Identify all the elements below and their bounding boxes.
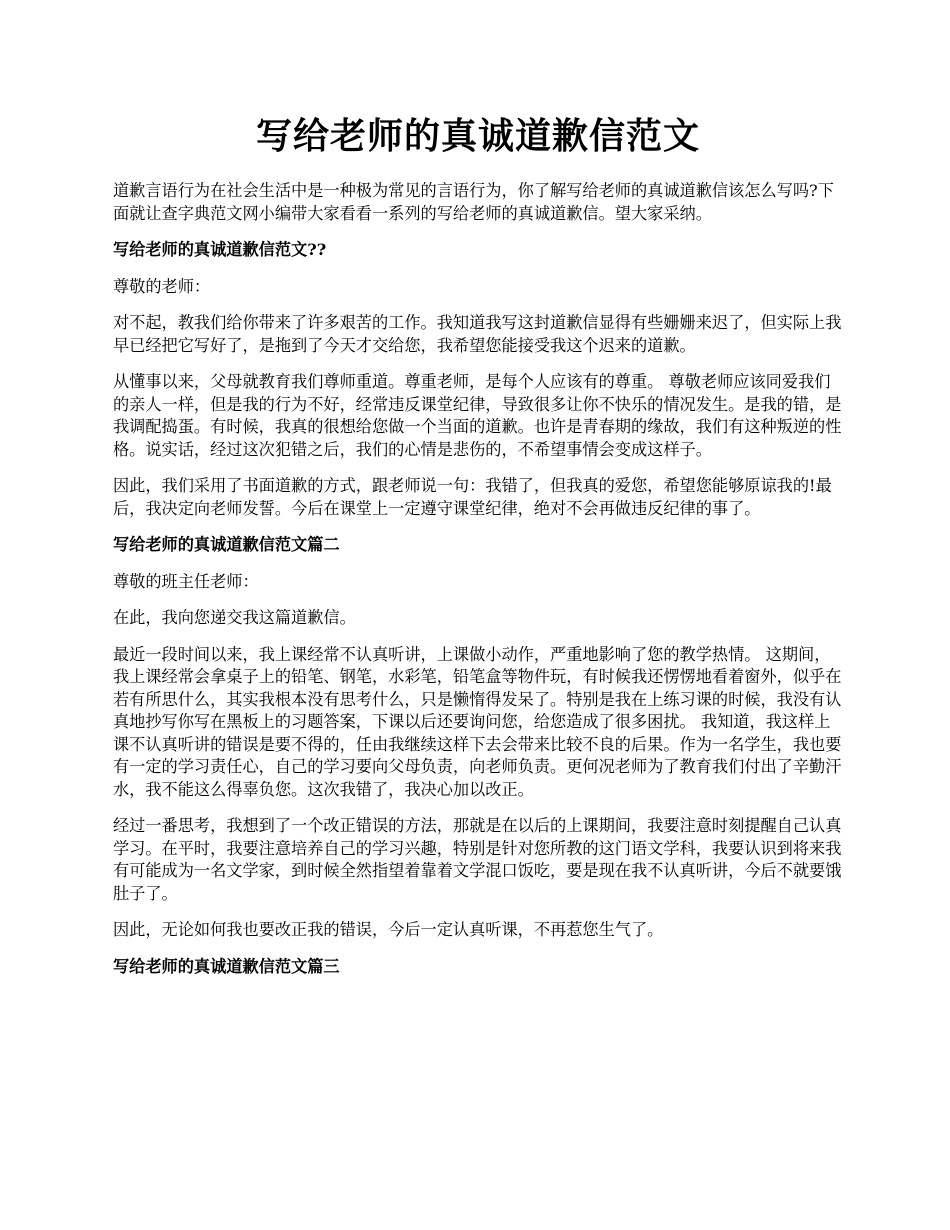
paragraph: 在此，我向您递交我这篇道歉信。 xyxy=(113,608,356,627)
document-page xyxy=(113,112,843,992)
paragraph: 因此，我们采用了书面道歉的方式，跟老师说一句：我错了，但我真的爱您，希望您能够原谅我的!最后，我决定向老师发誓。今后在课堂上一定遵守课堂纪律，绝对不会再做违反纪律的事了。 xyxy=(113,476,832,518)
section-heading-1: 写给老师的真诚道歉信范文?? xyxy=(113,240,327,259)
document-title: 写给老师的真诚道歉信范文 xyxy=(255,115,700,157)
paragraph: 经过一番思考，我想到了一个改正错误的方法，那就是在以后的上课期间，我要注意时刻提醒自己认真学习。在平时，我要注意培养自己的学习兴趣，特别是针对您所教的这门语文学科，我要认识到将来我有可能成为一名文学家，到时候全然指望着靠着文学混口饭吃，要是现在我不认真听讲，今后不就要饿肚子了。 xyxy=(113,816,842,903)
intro-paragraph: 道歉言语行为在社会生活中是一种极为常见的言语行为，你了解写给老师的真诚道歉信该怎么写吗?下面就让查字典范文网小编带大家看看一系列的写给老师的真诚道歉信。望大家采纳。 xyxy=(113,181,834,223)
section-heading-3: 写给老师的真诚道歉信范文篇三 xyxy=(113,956,340,976)
paragraph: 因此，无论如何我也要改正我的错误，今后一定认真听课，不再惹您生气了。 xyxy=(113,920,664,939)
salutation-2: 尊敬的班主任老师： xyxy=(113,571,259,591)
paragraph: 从懂事以来，父母就教育我们尊师重道。尊重老师，是每个人应该有的尊重。 尊敬老师应该同爱我们的亲人一样，但是我的行为不好，经常违反课堂纪律，导致很多让你不快乐的情况发生。是我的错，是我调配捣蛋。有时候，我真的很想给您做一个当面的道歉。也许是青春期的缘故，我们有这种叛逆的性格。说实话，经过这次犯错之后，我们的心情是悲伤的，不希望事情会变成这样子。 xyxy=(113,372,842,459)
section-heading-2: 写给老师的真诚道歉信范文篇二 xyxy=(113,535,340,554)
paragraph: 最近一段时间以来，我上课经常不认真听讲，上课做小动作，严重地影响了您的教学热情。 这期间，我上课经常会拿桌子上的铅笔、钢笔，水彩笔，铅笔盒等物件玩，有时候我还愣愣地看着窗外，似乎在若有所思什么，其实我根本没有思考什么，只是懒惰得发呆了。特别是我在上练习课的时候，我没有认真地抄写你写在黑板上的习题答案，下课以后还要询问您，给您造成了很多困扰。 我知道，我这样上课不认真听讲的错误是要不得的，任由我继续这样下去会带来比较不良的后果。作为一名学生，我也要有一定的学习责任心，自己的学习要向父母负责，向老师负责。更何况老师为了教育我们付出了辛勤汗水，我不能这么得辜负您。这次我错了，我决心加以改正。 xyxy=(113,644,842,799)
paragraph: 对不起，教我们给你带来了许多艰苦的工作。我知道我写这封道歉信显得有些姗姗来迟了，但实际上我早已经把它写好了，是拖到了今天才交给您，我希望您能接受我这个迟来的道歉。 xyxy=(113,313,842,355)
salutation-1: 尊敬的老师： xyxy=(113,276,211,296)
